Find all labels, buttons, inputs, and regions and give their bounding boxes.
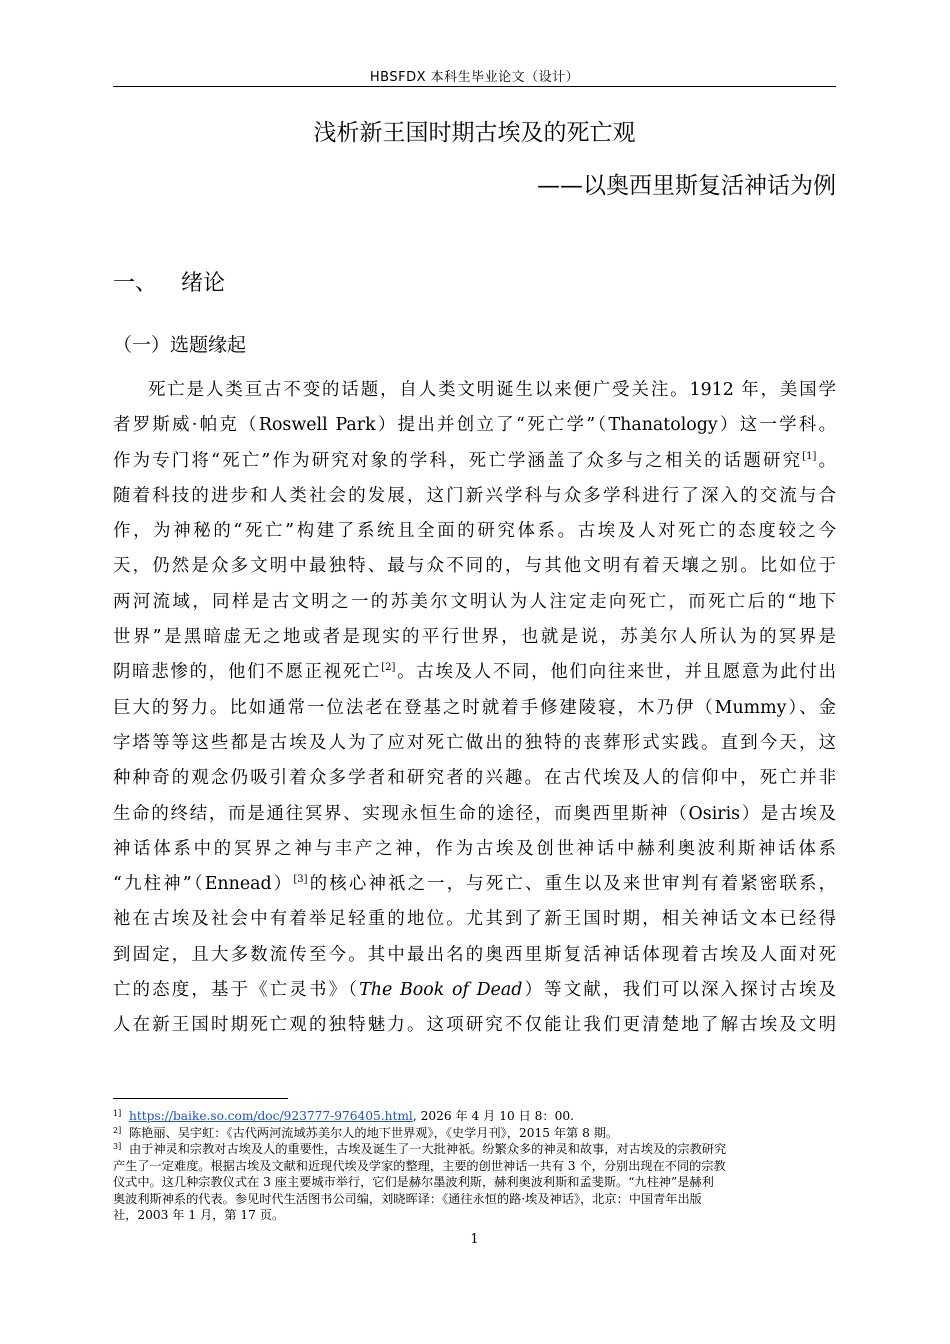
footnote-ref[interactable]: [2] — [381, 662, 396, 674]
footnote-ref[interactable]: [1] — [802, 450, 817, 462]
section-title: 绪论 — [181, 271, 226, 296]
body-line: 祂在古埃及社会中有着举足轻重的地位。尤其到了新王国时期，相关神话文本已经得 — [113, 909, 836, 930]
body-line: 天，仍然是众多文明中最独特、最与众不同的，与其他文明有着天壤之别。比如位于 — [113, 556, 836, 577]
running-header: HBSFDX 本科生毕业论文（设计） — [369, 70, 580, 85]
footnote-1: $^{1]}$ https://baike.so.com/doc/923777-976405.html, 2026 年 4 月 10 日 8：00. — [113, 1109, 574, 1123]
body-line: 作，为神秘的“死亡”构建了系统且全面的研究体系。古埃及人对死亡的态度较之今 — [113, 521, 836, 542]
footnotes — [113, 1108, 838, 1224]
body-line: 到固定，且大多数流传至今。其中最出名的奥西里斯复活神话体现着古埃及人面对死 — [113, 944, 836, 965]
body-line: 亡的态度，基于《亡灵书》（The Book of Dead）等文献，我们可以深入探讨古埃及 — [113, 980, 836, 1001]
footnote-ref[interactable]: [3] — [293, 874, 308, 886]
body-line: 生命的终结，而是通往冥界、实现永恒生命的途径，而奥西里斯神（Osiris）是古埃及 — [113, 803, 836, 824]
body-line: 字塔等等这些都是古埃及人为了应对死亡做出的独特的丧葬形式实践。直到今天，这 — [113, 732, 836, 753]
body-line: 人在新王国时期死亡观的独特魅力。这项研究不仅能让我们更清楚地了解古埃及文明 — [113, 1015, 836, 1036]
body-line: “九柱神”（Ennead）[3]的核心神祇之一，与死亡、重生以及来世审判有着紧密联系， — [113, 874, 836, 895]
footnote-3: $^{3]}$ 由于神灵和宗教对古埃及人的重要性，古埃及诞生了一大批神祇。纷繁众多的神灵和故事，对古埃及的宗教研究 — [113, 1142, 727, 1156]
paper-subtitle: ——以奥西里斯复活神话为例 — [537, 173, 836, 199]
body-line: 世界”是黑暗虚无之地或者是现实的平行世界，也就是说，苏美尔人所认为的冥界是 — [113, 627, 836, 648]
body-line: 者罗斯威·帕克（Roswell Park）提出并创立了“死亡学”（Thanatology）这一学科。 — [113, 415, 836, 436]
body-line: 阴暗悲惨的，他们不愿正视死亡[2]。古埃及人不同，他们向往来世，并且愿意为此付出 — [113, 662, 836, 683]
header-rule — [113, 86, 836, 87]
footnote-link[interactable]: https://baike.so.com/doc/923777-976405.html — [128, 1109, 413, 1123]
italic-title: The Book of Dead — [359, 980, 523, 1001]
body-line: 神话体系中的冥界之神与丰产之神，作为古埃及创世神话中赫利奥波利斯神话体系 — [113, 838, 836, 859]
body-line: 两河流域，同样是古文明之一的苏美尔文明认为人注定走向死亡，而死亡后的“地下 — [113, 591, 836, 612]
section-heading — [113, 266, 225, 297]
body-paragraph — [113, 373, 836, 1044]
subsection-heading: （一）选题缘起 — [113, 334, 247, 356]
body-line: 随着科技的进步和人类社会的发展，这门新兴学科与众多学科进行了深入的交流与合 — [113, 485, 836, 506]
body-line: 作为专门将“死亡”作为研究对象的学科，死亡学涵盖了众多与之相关的话题研究[1]。 — [113, 450, 836, 471]
footnote-3-cont: 社，2003 年 1 月，第 17 页。 — [113, 1208, 285, 1222]
page-number: 1 — [470, 1232, 479, 1247]
footnote-2: $^{2]}$ 陈艳丽、吴宇虹：《古代两河流域苏美尔人的地下世界观》，《史学月刊》，2015 年第 8 期。 — [113, 1125, 619, 1140]
body-line: 种种奇的观念仍吸引着众多学者和研究者的兴趣。在古代埃及人的信仰中，死亡并非 — [113, 768, 836, 789]
body-line: 巨大的努力。比如通常一位法老在登基之时就着手修建陵寝，木乃伊（Mummy）、金 — [113, 697, 836, 718]
footnote-3-cont: 仪式中。这几种宗教仪式在 3 座主要城市举行，它们是赫尔墨波利斯，赫利奥波利斯和孟斐斯。“九柱神”是赫利 — [113, 1175, 714, 1189]
footnote-3-cont: 产生了一定难度。根据古埃及文献和近现代埃及学家的整理，主要的创世神话一共有 3 个，分别出现在不同的宗教 — [113, 1158, 726, 1173]
paper-title: 浅析新王国时期古埃及的死亡观 — [313, 120, 636, 146]
footnote-separator — [113, 1098, 288, 1099]
footnote-3-cont: 奥波利斯神系的代表。参见时代生活图书公司编，刘晓晖译：《通往永恒的路·埃及神话》，北京：中国青年出版 — [113, 1191, 702, 1206]
section-number: 一、 — [113, 271, 158, 296]
body-line: 死亡是人类亘古不变的话题，自人类文明诞生以来便广受关注。1912 年，美国学 — [148, 380, 836, 400]
